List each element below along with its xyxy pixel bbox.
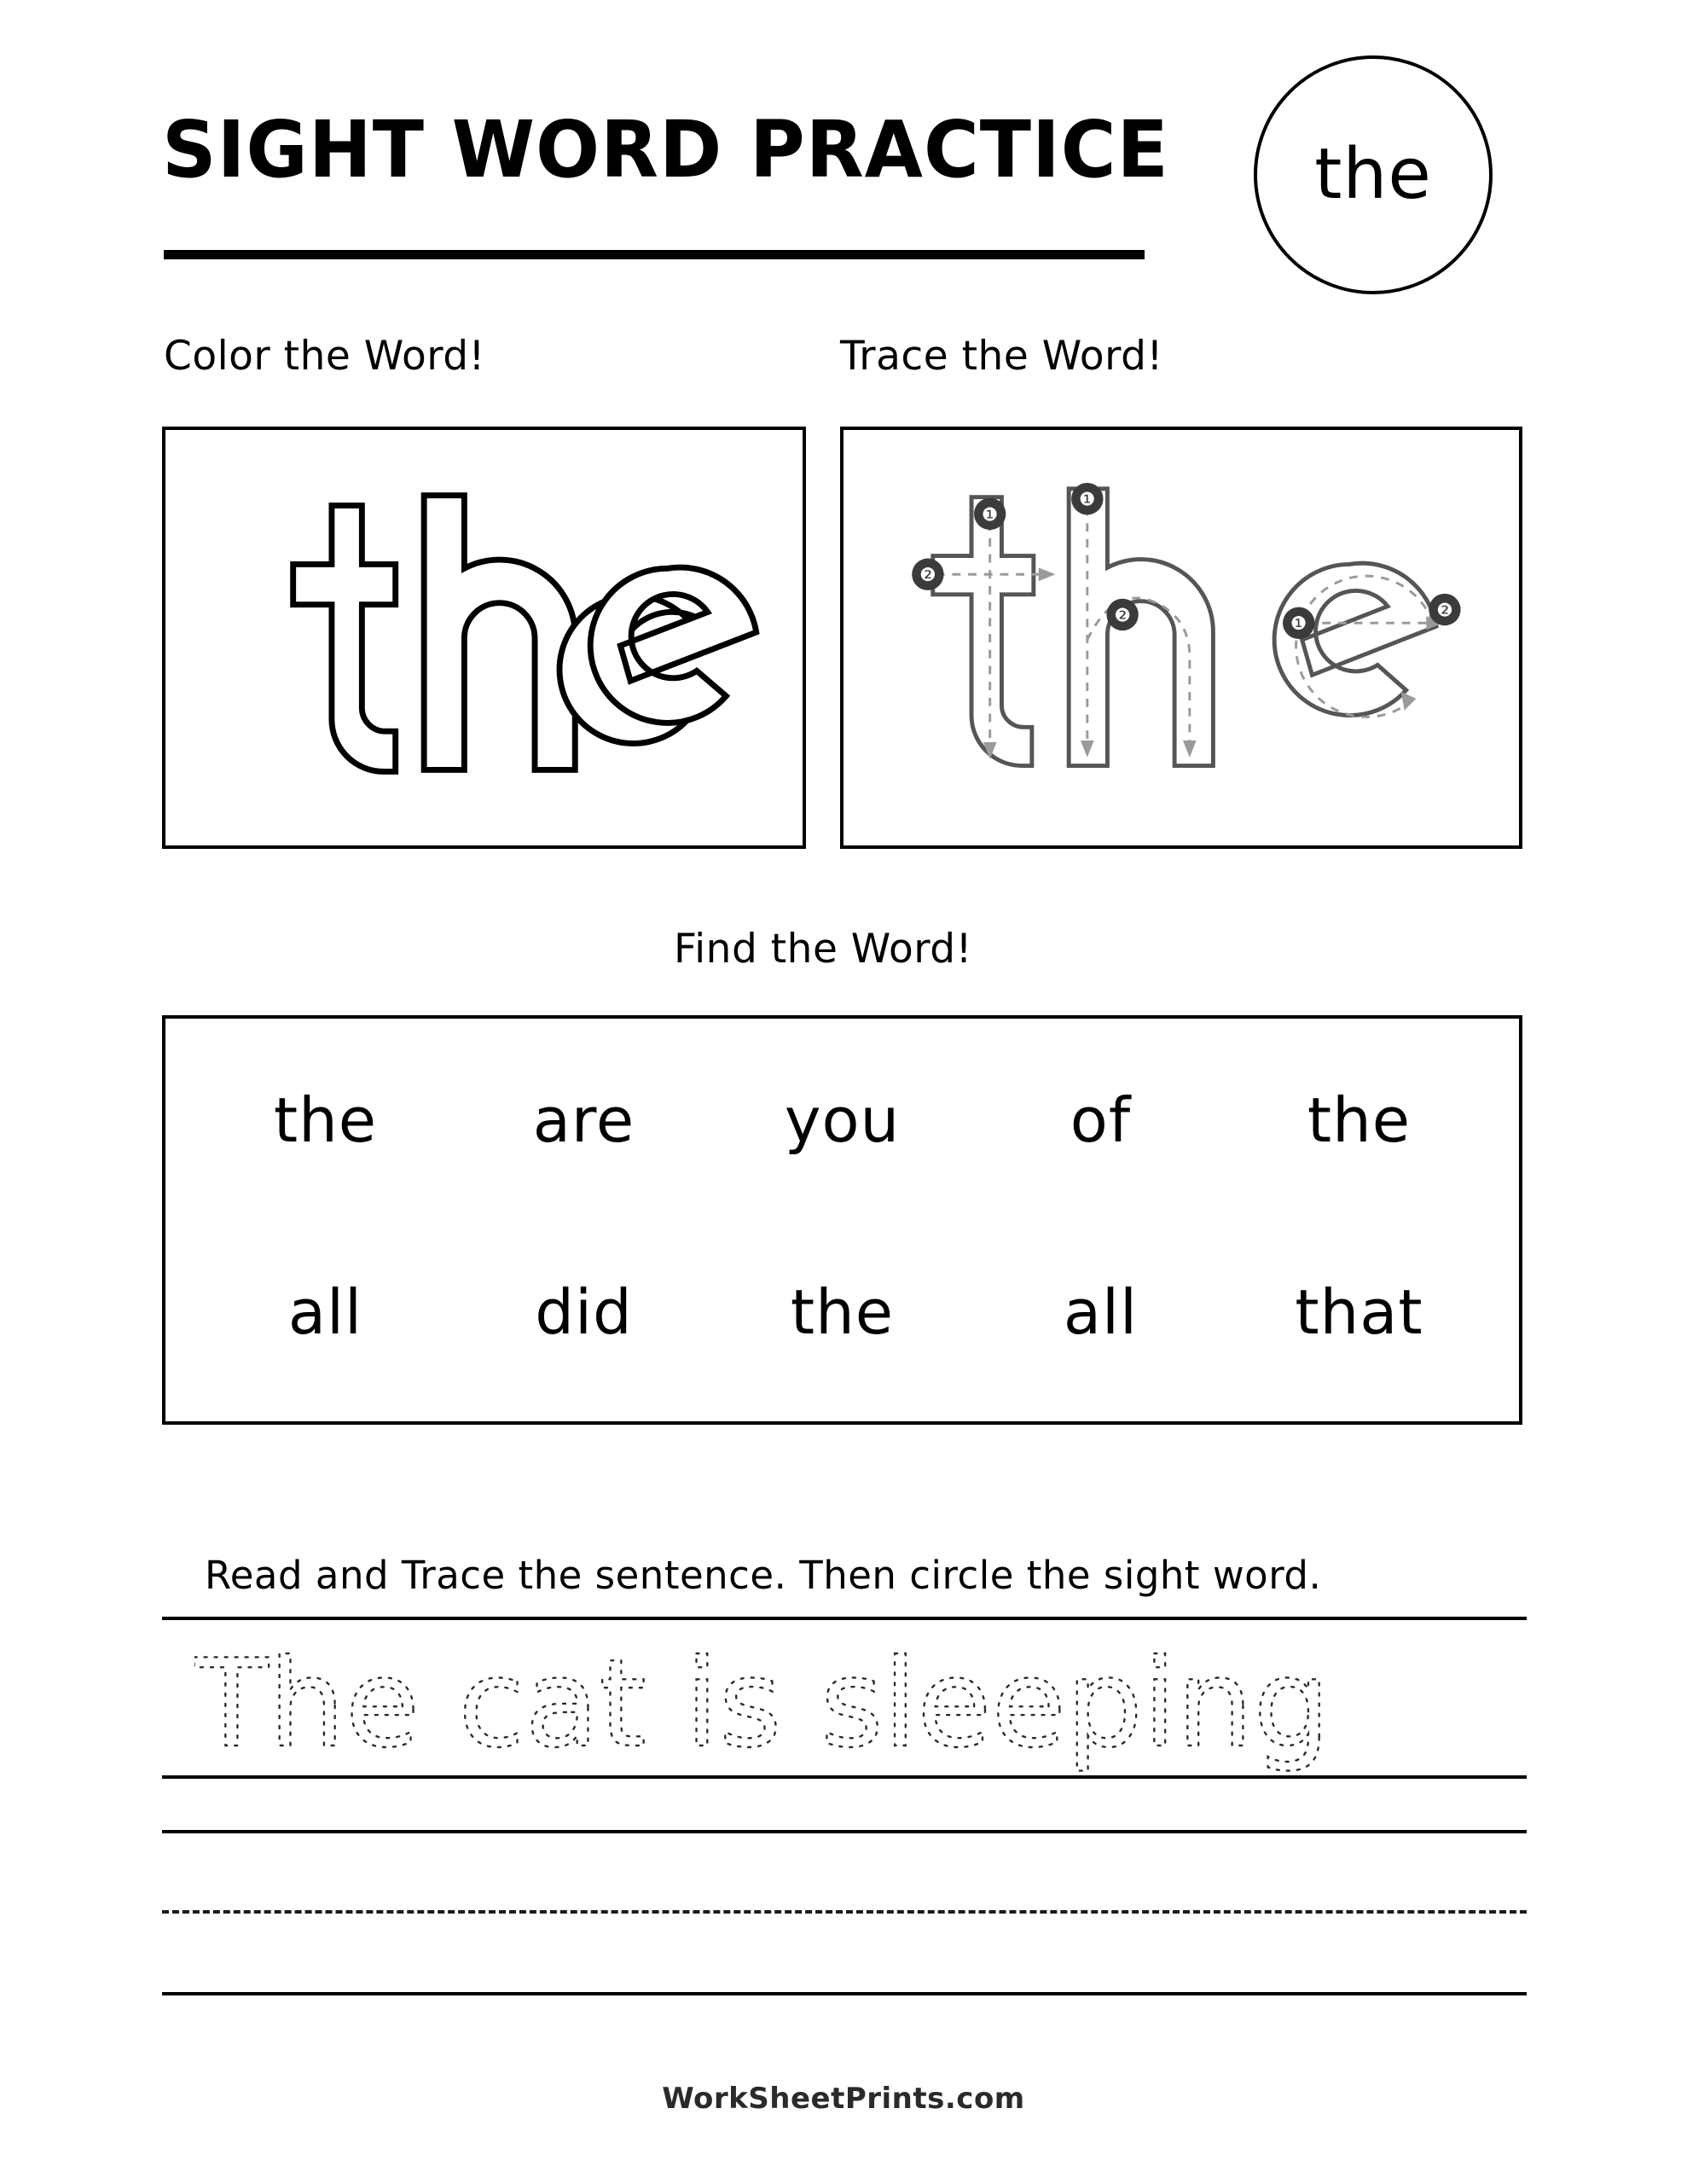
writing-line-top-2 <box>162 1830 1527 1833</box>
find-word-cell[interactable]: the <box>273 1083 378 1156</box>
svg-text:❶: ❶ <box>981 504 999 526</box>
sentence-trace-glyphs: The cat is sleeping <box>194 1634 1330 1774</box>
writing-line-top-1 <box>162 1617 1527 1620</box>
page-title: SIGHT WORD PRACTICE <box>162 104 1169 195</box>
svg-text:❷: ❷ <box>1436 600 1453 622</box>
svg-text:❶: ❶ <box>1079 489 1096 511</box>
writing-line-base-1 <box>162 1775 1527 1779</box>
writing-line-mid-dashed <box>162 1910 1527 1914</box>
svg-text:❷: ❷ <box>919 565 936 587</box>
handwriting-lines[interactable] <box>162 1617 1527 2018</box>
sight-word-badge <box>1254 55 1493 294</box>
svg-text:❷: ❷ <box>1114 605 1131 627</box>
find-word-cell[interactable]: the <box>1307 1083 1412 1156</box>
find-word-cell[interactable]: all <box>1063 1275 1139 1348</box>
color-word-outline-letters <box>165 430 803 845</box>
find-word-cell[interactable]: all <box>287 1275 363 1348</box>
trace-the-word-box[interactable] <box>840 427 1522 849</box>
color-section-label: Color the Word! <box>164 333 485 380</box>
writing-line-base-2 <box>162 1992 1527 1995</box>
color-the-word-box[interactable] <box>162 427 806 849</box>
find-word-cell[interactable]: of <box>1070 1083 1132 1156</box>
svg-text:❶: ❶ <box>1290 613 1307 636</box>
find-word-cell[interactable]: the <box>790 1275 895 1348</box>
trace-section-label: Trace the Word! <box>840 333 1163 380</box>
find-word-cell[interactable]: you <box>784 1083 901 1156</box>
find-section-label: Find the Word! <box>674 926 972 973</box>
find-word-cell[interactable]: did <box>535 1275 633 1348</box>
page-header <box>162 104 1527 341</box>
find-word-cell[interactable]: that <box>1295 1275 1423 1348</box>
title-underline <box>164 250 1145 259</box>
footer-brand: WorkSheetPrints.com <box>662 2082 1025 2116</box>
trace-word-letters <box>844 430 1519 845</box>
sight-word-badge-label: the <box>1314 134 1432 215</box>
find-the-word-grid <box>162 1015 1522 1425</box>
find-word-cell[interactable]: are <box>532 1083 635 1156</box>
sentence-section-label: Read and Trace the sentence. Then circle the sight word. <box>205 1553 1322 1598</box>
